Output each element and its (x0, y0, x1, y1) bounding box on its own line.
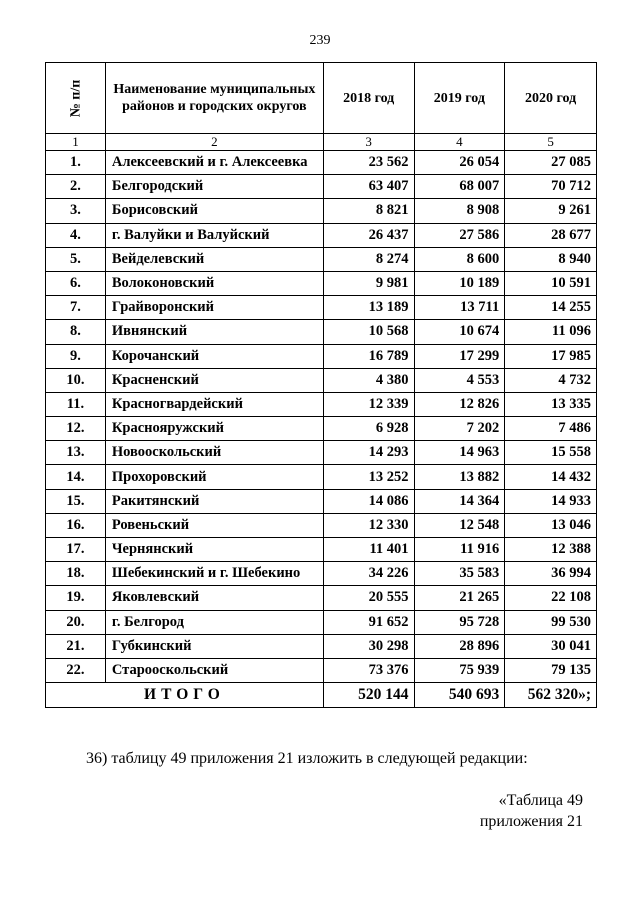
table-row (46, 658, 597, 682)
district-name: Алексеевский и г. Алексеевка (105, 151, 323, 175)
table-note (480, 790, 583, 832)
value-2019: 8 908 (414, 199, 505, 223)
table-row (46, 465, 597, 489)
table-row (46, 199, 597, 223)
district-name: Красногвардейский (105, 392, 323, 416)
value-2019: 8 600 (414, 247, 505, 271)
value-2019: 11 916 (414, 538, 505, 562)
row-number: 13. (46, 441, 106, 465)
value-2019: 28 896 (414, 634, 505, 658)
table-row (46, 634, 597, 658)
district-name: Красненский (105, 368, 323, 392)
instruction-text: 36) таблицу 49 приложения 21 изложить в следующей редакции: (86, 750, 528, 767)
row-number: 4. (46, 223, 106, 247)
total-2018: 520 144 (323, 683, 414, 708)
value-2020: 70 712 (505, 175, 597, 199)
table-header-row (46, 63, 597, 134)
row-number: 8. (46, 320, 106, 344)
row-number: 17. (46, 538, 106, 562)
district-name: Краснояружский (105, 417, 323, 441)
row-number: 18. (46, 562, 106, 586)
value-2020: 14 255 (505, 296, 597, 320)
row-number: 22. (46, 658, 106, 682)
district-name: Корочанский (105, 344, 323, 368)
value-2019: 95 728 (414, 610, 505, 634)
value-2018: 34 226 (323, 562, 414, 586)
value-2018: 26 437 (323, 223, 414, 247)
table-row (46, 368, 597, 392)
district-name: Губкинский (105, 634, 323, 658)
value-2020: 14 432 (505, 465, 597, 489)
value-2020: 13 046 (505, 513, 597, 537)
value-2019: 13 711 (414, 296, 505, 320)
value-2018: 16 789 (323, 344, 414, 368)
table-row (46, 489, 597, 513)
district-name: Старооскольский (105, 658, 323, 682)
table-row (46, 586, 597, 610)
column-index: 5 (505, 134, 597, 151)
value-2018: 14 086 (323, 489, 414, 513)
value-2020: 4 732 (505, 368, 597, 392)
row-number: 19. (46, 586, 106, 610)
row-number: 20. (46, 610, 106, 634)
column-index: 3 (323, 134, 414, 151)
header-name: Наименование муниципальных районов и городских округов (105, 63, 323, 134)
value-2018: 12 339 (323, 392, 414, 416)
value-2019: 7 202 (414, 417, 505, 441)
value-2019: 10 674 (414, 320, 505, 344)
total-2020: 562 320»; (505, 683, 597, 708)
total-row (46, 683, 597, 708)
value-2020: 28 677 (505, 223, 597, 247)
table-note-line1: «Таблица 49 (498, 792, 583, 809)
row-number: 10. (46, 368, 106, 392)
value-2019: 14 364 (414, 489, 505, 513)
data-table (45, 62, 597, 708)
value-2019: 14 963 (414, 441, 505, 465)
value-2019: 21 265 (414, 586, 505, 610)
value-2020: 12 388 (505, 538, 597, 562)
value-2018: 8 821 (323, 199, 414, 223)
value-2019: 4 553 (414, 368, 505, 392)
row-number: 2. (46, 175, 106, 199)
value-2019: 35 583 (414, 562, 505, 586)
value-2018: 9 981 (323, 271, 414, 295)
value-2020: 10 591 (505, 271, 597, 295)
table-row (46, 538, 597, 562)
value-2020: 13 335 (505, 392, 597, 416)
value-2020: 30 041 (505, 634, 597, 658)
value-2020: 11 096 (505, 320, 597, 344)
district-name: Ракитянский (105, 489, 323, 513)
district-name: Яковлевский (105, 586, 323, 610)
district-name: Новооскольский (105, 441, 323, 465)
row-number: 9. (46, 344, 106, 368)
row-number: 14. (46, 465, 106, 489)
header-2020: 2020 год (505, 63, 597, 134)
row-number: 7. (46, 296, 106, 320)
district-name: Чернянский (105, 538, 323, 562)
table-row (46, 175, 597, 199)
value-2019: 12 826 (414, 392, 505, 416)
district-name: Грайворонский (105, 296, 323, 320)
value-2018: 13 252 (323, 465, 414, 489)
district-name: Белгородский (105, 175, 323, 199)
page-number: 239 (309, 33, 331, 48)
value-2020: 15 558 (505, 441, 597, 465)
district-name: г. Белгород (105, 610, 323, 634)
value-2019: 27 586 (414, 223, 505, 247)
value-2019: 75 939 (414, 658, 505, 682)
value-2018: 73 376 (323, 658, 414, 682)
table-row (46, 296, 597, 320)
value-2020: 7 486 (505, 417, 597, 441)
row-number: 6. (46, 271, 106, 295)
table-row (46, 441, 597, 465)
value-2018: 6 928 (323, 417, 414, 441)
header-num: № п/п (46, 63, 106, 134)
row-number: 3. (46, 199, 106, 223)
value-2018: 10 568 (323, 320, 414, 344)
value-2020: 99 530 (505, 610, 597, 634)
total-2019: 540 693 (414, 683, 505, 708)
table-row (46, 271, 597, 295)
value-2018: 11 401 (323, 538, 414, 562)
district-name: г. Валуйки и Валуйский (105, 223, 323, 247)
value-2018: 91 652 (323, 610, 414, 634)
table-body (46, 151, 597, 683)
table-row (46, 151, 597, 175)
district-name: Волоконовский (105, 271, 323, 295)
row-number: 12. (46, 417, 106, 441)
value-2019: 26 054 (414, 151, 505, 175)
value-2018: 30 298 (323, 634, 414, 658)
value-2018: 63 407 (323, 175, 414, 199)
row-number: 15. (46, 489, 106, 513)
total-label: ИТОГО (46, 683, 324, 708)
value-2020: 27 085 (505, 151, 597, 175)
table-note-line2: приложения 21 (479, 813, 583, 830)
value-2018: 4 380 (323, 368, 414, 392)
district-name: Шебекинский и г. Шебекино (105, 562, 323, 586)
district-name: Ровеньский (105, 513, 323, 537)
table-row (46, 247, 597, 271)
value-2020: 36 994 (505, 562, 597, 586)
value-2018: 14 293 (323, 441, 414, 465)
value-2020: 9 261 (505, 199, 597, 223)
value-2020: 17 985 (505, 344, 597, 368)
table-row (46, 392, 597, 416)
district-name: Борисовский (105, 199, 323, 223)
value-2019: 13 882 (414, 465, 505, 489)
value-2018: 8 274 (323, 247, 414, 271)
value-2018: 13 189 (323, 296, 414, 320)
district-name: Ивнянский (105, 320, 323, 344)
value-2019: 68 007 (414, 175, 505, 199)
table-row (46, 223, 597, 247)
row-number: 16. (46, 513, 106, 537)
header-2018: 2018 год (323, 63, 414, 134)
column-index: 4 (414, 134, 505, 151)
table-row (46, 320, 597, 344)
value-2019: 10 189 (414, 271, 505, 295)
value-2019: 17 299 (414, 344, 505, 368)
column-index-row (46, 134, 597, 151)
value-2018: 23 562 (323, 151, 414, 175)
value-2020: 14 933 (505, 489, 597, 513)
value-2020: 8 940 (505, 247, 597, 271)
table-row (46, 562, 597, 586)
value-2018: 20 555 (323, 586, 414, 610)
value-2020: 79 135 (505, 658, 597, 682)
district-name: Прохоровский (105, 465, 323, 489)
row-number: 5. (46, 247, 106, 271)
row-number: 21. (46, 634, 106, 658)
column-index: 2 (105, 134, 323, 151)
district-name: Вейделевский (105, 247, 323, 271)
table-row (46, 344, 597, 368)
header-2019: 2019 год (414, 63, 505, 134)
value-2019: 12 548 (414, 513, 505, 537)
table-row (46, 417, 597, 441)
row-number: 11. (46, 392, 106, 416)
table-row (46, 610, 597, 634)
column-index: 1 (46, 134, 106, 151)
value-2020: 22 108 (505, 586, 597, 610)
value-2018: 12 330 (323, 513, 414, 537)
row-number: 1. (46, 151, 106, 175)
table-row (46, 513, 597, 537)
